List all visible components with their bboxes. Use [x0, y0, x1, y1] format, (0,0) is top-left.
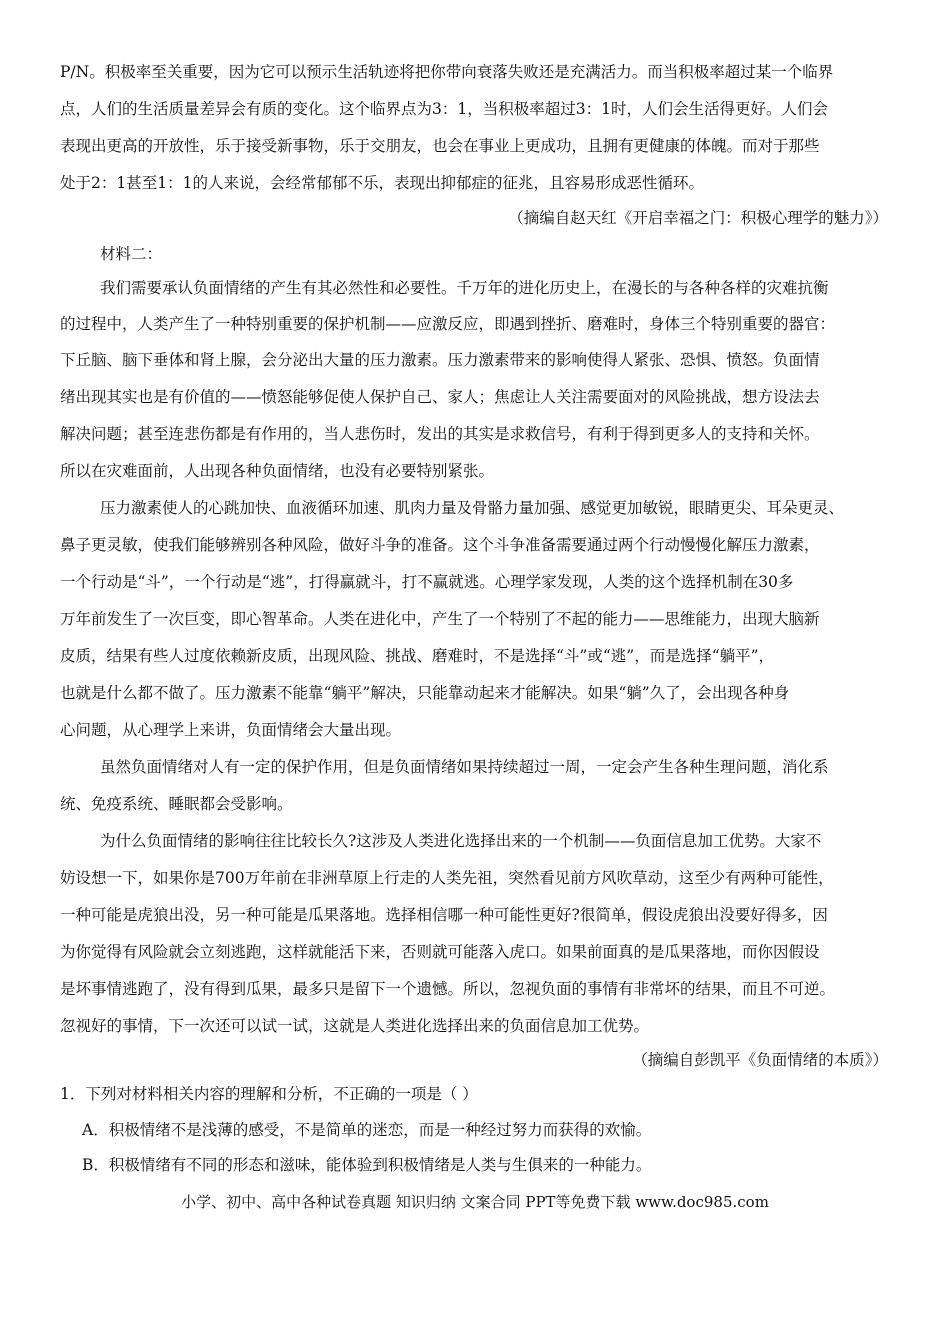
text-line: 皮质，结果有些人过度依赖新皮质，出现风险、挑战、磨难时，不是选择“斗”或“逃”，而是选择“躺平”，: [60, 647, 775, 665]
text-line: 下丘脑、脑下垂体和肾上腺，会分泌出大量的压力激素。压力激素带来的影响使得人紧张、恐惧、愤怒。负面情: [60, 351, 820, 369]
text-line: 心问题，从心理学上来讲，负面情绪会大量出现。: [60, 721, 402, 739]
text-line: 解决问题；甚至连悲伤都是有作用的，当人悲伤时，发出的其实是求救信号，有利于得到更多人的支持和关怀。: [60, 425, 820, 443]
text-line: 虽然负面情绪对人有一定的保护作用，但是负面情绪如果持续超过一周，一定会产生各种生理问题，消化系: [100, 758, 829, 776]
text-line: 忽视好的事情，下一次还可以试一试，这就是人类进化选择出来的负面信息加工优势。: [60, 1017, 650, 1035]
text-line: 统、免疫系统、睡眠都会受影响。: [60, 795, 293, 813]
text-line: 压力激素使人的心跳加快、血液循环加速、肌肉力量及骨骼力量加强、感觉更加敏锐，眼睛更尖、耳朵更灵、: [100, 499, 845, 517]
text-line: 点，人们的生活质量差异会有质的变化。这个临界点为3：1，当积极率超过3：1时，人们会生活得更好。人们会: [60, 100, 828, 118]
text-line: 万年前发生了一次巨变，即心智革命。人类在进化中，产生了一个特别了不起的能力——思维能力，出现大脑新: [60, 610, 820, 628]
text-line: 为你觉得有风险就会立刻逃跑，这样就能活下来，否则就可能落入虎口。如果前面真的是瓜果落地，而你因假设: [60, 943, 820, 961]
text-line: 所以在灾难面前，人出现各种负面情绪，也没有必要特别紧张。: [60, 462, 495, 480]
text-line: 妨设想一下，如果你是700万年前在非洲草原上行走的人类先祖，突然看见前方风吹草动，这至少有两种可能性，: [60, 869, 834, 887]
text-line: 一个行动是“斗”，一个行动是“逃”，打得赢就斗，打不赢就逃。心理学家发现，人类的这个选择机制在30多: [60, 573, 794, 591]
question-stem: 1．下列对材料相关内容的理解和分析，不正确的一项是（ ）: [60, 1085, 478, 1103]
page-footer: 小学、初中、高中各种试卷真题 知识归纳 文案合同 PPT等免费下载 www.doc985.com: [181, 1193, 769, 1211]
text-line: 为什么负面情绪的影响往往比较长久?这涉及人类进化选择出来的一个机制——负面信息加工优势。大家不: [100, 832, 822, 850]
text-line: 也就是什么都不做了。压力激素不能靠“躺平”解决，只能靠动起来才能解决。如果“躺”久了，会出现各种身: [60, 684, 790, 702]
text-line: 一种可能是虎狼出没，另一种可能是瓜果落地。选择相信哪一种可能性更好?很简单，假设虎狼出没要好得多，因: [60, 906, 828, 924]
text-line: 是坏事情逃跑了，没有得到瓜果，最多只是留下一个遗憾。所以，忽视负面的事情有非常坏的结果，而且不可逆。: [60, 980, 836, 998]
text-line: 处于2：1甚至1：1的人来说，会经常郁郁不乐，表现出抑郁症的征兆，且容易形成恶性循环。: [60, 174, 704, 192]
source-citation: （摘编自彭凯平《负面情绪的本质》）: [632, 1051, 888, 1069]
text-line: 绪出现其实也是有价值的——愤怒能够促使人保护自己、家人；焦虑让人关注需要面对的风险挑战，想方设法去: [60, 388, 820, 406]
option-b: B．积极情绪有不同的形态和滋味，能体验到积极情绪是人类与生俱来的一种能力。: [82, 1156, 652, 1174]
text-line: 表现出更高的开放性，乐于接受新事物，乐于交朋友，也会在事业上更成功，且拥有更健康的体魄。而对于那些: [60, 137, 820, 155]
option-a: A．积极情绪不是浅薄的感受，不是简单的迷恋，而是一种经过努力而获得的欢愉。: [82, 1121, 652, 1139]
section-heading: 材料二：: [100, 245, 163, 263]
text-line: 的过程中，人类产生了一种特别重要的保护机制——应激反应，即遇到挫折、磨难时，身体三个特别重要的器官：: [60, 315, 836, 333]
text-line: 鼻子更灵敏，使我们能够辨别各种风险，做好斗争的准备。这个斗争准备需要通过两个行动慢慢化解压力激素，: [60, 536, 820, 554]
text-line: 我们需要承认负面情绪的产生有其必然性和必要性。千万年的进化历史上，在漫长的与各种各样的灾难抗衡: [100, 279, 829, 297]
text-line: P/N。积极率至关重要，因为它可以预示生活轨迹将把你带向衰落失败还是充满活力。而当积极率超过某一个临界: [60, 63, 834, 81]
source-citation: （摘编自赵天红《开启幸福之门：积极心理学的魅力》）: [508, 209, 888, 227]
